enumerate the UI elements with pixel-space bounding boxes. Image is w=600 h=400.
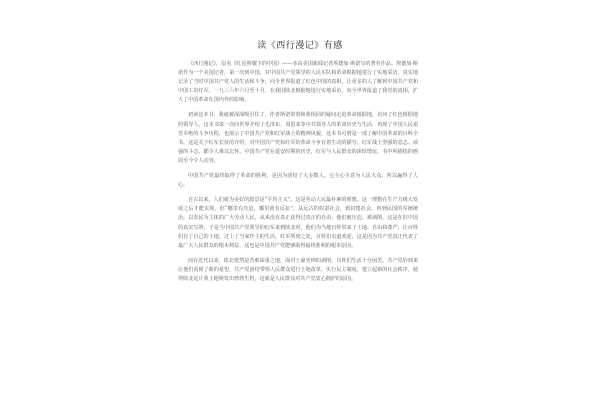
- paragraph: 而在近代以来，陕北依然是苦难深重之地，面对土豪劣绅的剥削，百姓们生活十分困苦。共产党的到来让他们看到了新的希望，共产党团结带领人民群众进行土地改革，实行民主制度，建立起新的社会秩序，使得陕北这片黄土地焕发出勃勃生机，这就是人民群众对共产党衷心拥护的原因。: [178, 257, 418, 282]
- document-body: [178, 60, 418, 290]
- paragraph: 中国共产党最终取得了革命的胜利，是因为团结了大多数人，它全心全意为人民大众，所以赢得了人心。: [178, 173, 418, 189]
- paragraph: 初读这本书，我就被深深吸引住了，作者斯诺带着和我相同的疑问走进革命根据地，访问了红色根据地的领导人，这本书第一次向世界介绍了毛泽东、周恩来等中共领导人的革命历史与生活，再现了中国人民艰苦卓绝的斗争历程，也展示了中国共产党和红军战士的精神风貌，这本书可谓是一部了解中国革命的百科全书。这是关于红军长征的介绍，对中国共产党和红军的革命斗争有着生动的描写；红军战士坚强的意志、顽强的斗志，都令人难以忘怀。中国共产党在延安时期的历史，红军与人民群众的深厚情谊，书中所描绘的画面至今令人动容。: [178, 112, 418, 164]
- paragraph: 自古以来，人们就为美好的愿景是“平均主义”。这是劳动人民最朴素的理想，这一理想在生产力极大发展之后才能实现，但“哪里有压迫，哪里就有反抗”，从远古的奴隶社会，到封建社会，再到民国的军阀统治。以农民为主体的广大劳动人民，从来没有真正获得过真正的自由，他们被压迫、被剥削，这是在旧中国的真实写照，于是当中国共产党领导的红军来到陕北时，他们为当地百姓带来了土地、自由和尊严，让百姓们有了自己的土地，过上了当家作主的生活，红军所到之处，百姓们夹道欢迎，这是因为共产党真正代表了最广大人民群众的根本利益，这也是中国共产党能够取得最终胜利的根本原因。: [178, 197, 418, 249]
- paragraph: 《西行漫记》，原名《红星照耀下的中国》——本由美国新闻记者埃德加·斯诺写的著名作品。埃德加·斯诺作为一个美国记者，第一次到中国，对中国共产党领导的人民军队和革命根据地进行了实地采访，真实地记录了当时中国共产党人的生活和斗争，向全世界报道了红色中国的真相，让更多的人了解到中国共产党和中国工农红军。一九三六年六月至十月，在我国陕北根据地进行实地采访，向全世界报道了我党的真相，扩大了中国革命在国内外的影响。: [178, 61, 418, 104]
- document-title: 读《西行漫记》有感: [257, 41, 343, 51]
